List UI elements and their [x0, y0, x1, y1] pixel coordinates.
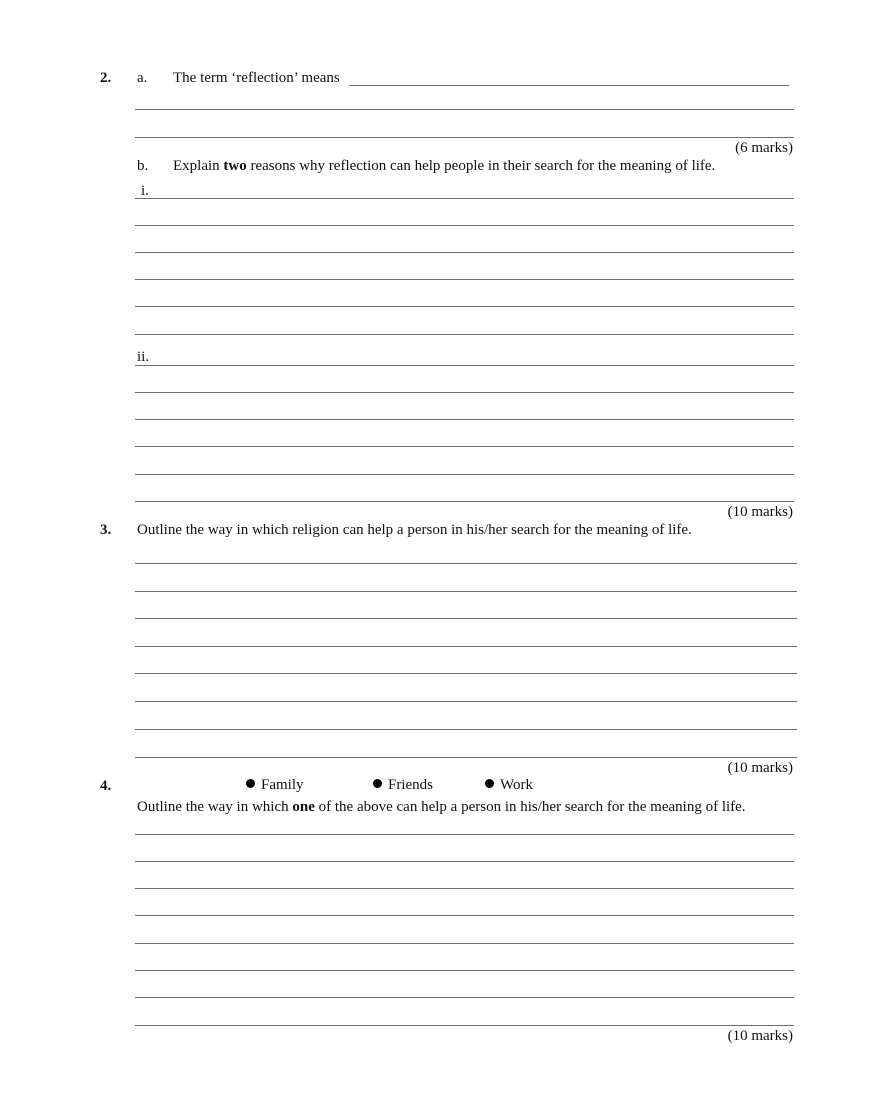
answer-line-2b-ii[interactable]: [135, 501, 794, 502]
answer-line-4[interactable]: [135, 943, 794, 944]
answer-line-2b-i[interactable]: [135, 198, 794, 199]
question-3-prompt: Outline the way in which religion can help a person in his/her search for the meaning of life.: [137, 522, 692, 538]
question-4-number: 4.: [100, 778, 112, 794]
answer-line-4[interactable]: [135, 834, 794, 835]
answer-line-3[interactable]: [135, 729, 797, 730]
answer-line-3[interactable]: [135, 591, 797, 592]
question-2b-part-i-label: i.: [141, 183, 149, 199]
question-2b-prompt: Explain two reasons why reflection can help people in their search for the meaning of life.: [173, 158, 716, 174]
answer-line-2a[interactable]: [135, 137, 794, 138]
question-2-number: 2.: [100, 70, 112, 86]
answer-line-4[interactable]: [135, 915, 794, 916]
answer-line-2a[interactable]: [135, 109, 794, 110]
question-2a-label: a.: [137, 70, 148, 86]
answer-line-2b-ii[interactable]: [135, 365, 794, 366]
answer-line-3[interactable]: [135, 618, 797, 619]
question-2a-marks: (6 marks): [735, 140, 793, 156]
answer-line-2b-ii[interactable]: [135, 392, 794, 393]
answer-line-3[interactable]: [135, 701, 797, 702]
question-2b-label: b.: [137, 158, 149, 174]
bullet-icon: [246, 779, 255, 788]
answer-line-4[interactable]: [135, 997, 794, 998]
emphasis-one: one: [292, 799, 315, 815]
question-3-marks: (10 marks): [727, 760, 793, 776]
question-4-prompt: Outline the way in which one of the above can help a person in his/her search for the meaning of life.: [137, 799, 746, 815]
bullet-icon: [373, 779, 382, 788]
question-2b-marks: (10 marks): [727, 504, 793, 520]
answer-line-2b-ii[interactable]: [135, 474, 794, 475]
answer-line-4[interactable]: [135, 970, 794, 971]
answer-line-4[interactable]: [135, 888, 794, 889]
bullet-icon: [485, 779, 494, 788]
option-work: Work: [485, 778, 533, 793]
answer-line-2b-i[interactable]: [135, 225, 794, 226]
answer-line-2b-ii[interactable]: [135, 446, 794, 447]
answer-line-3[interactable]: [135, 646, 797, 647]
emphasis-two: two: [223, 158, 247, 174]
question-2a-prompt: The term ‘reflection’ means: [173, 70, 340, 86]
answer-line-2b-i[interactable]: [135, 334, 794, 335]
question-3-number: 3.: [100, 522, 112, 538]
option-family: Family: [246, 778, 304, 793]
question-2b-part-ii-label: ii.: [137, 349, 150, 365]
question-4-marks: (10 marks): [727, 1028, 793, 1044]
answer-line-3[interactable]: [135, 563, 797, 564]
answer-line-4[interactable]: [135, 1025, 794, 1026]
answer-line-2b-i[interactable]: [135, 252, 794, 253]
option-friends: Friends: [373, 778, 433, 793]
answer-line-3[interactable]: [135, 673, 797, 674]
answer-line-2b-i[interactable]: [135, 279, 794, 280]
answer-line-3[interactable]: [135, 757, 797, 758]
answer-line-2b-ii[interactable]: [135, 419, 794, 420]
answer-line-2a-inline[interactable]: [349, 85, 789, 86]
answer-line-2b-i[interactable]: [135, 306, 794, 307]
answer-line-4[interactable]: [135, 861, 794, 862]
